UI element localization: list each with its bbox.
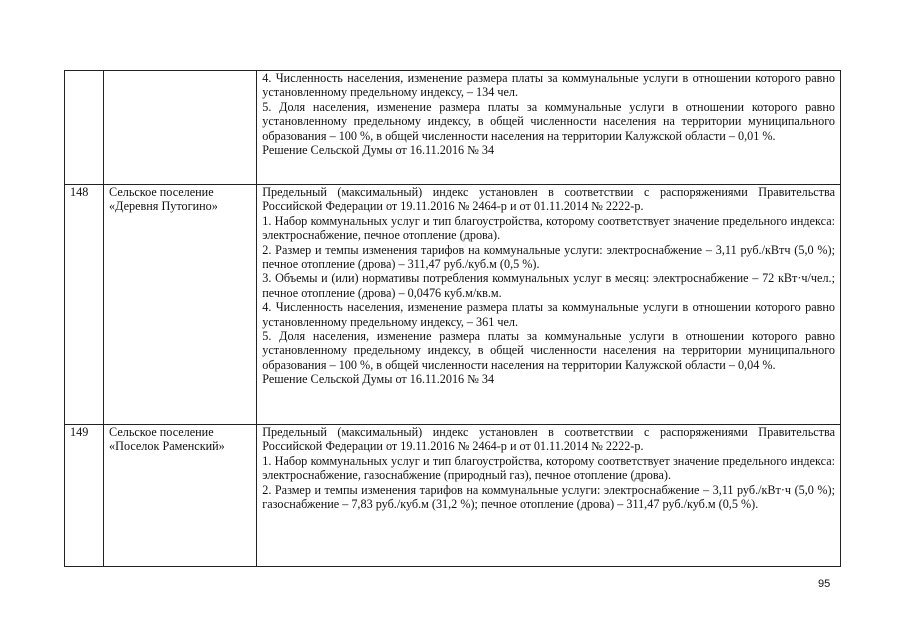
row-number-cell: [65, 71, 104, 185]
description-paragraph: 1. Набор коммунальных услуг и тип благоустройства, которому соответствует значение предельного индекса: электроснабжение, газоснабжение (природный газ), печное отопление (дрова).: [262, 453, 835, 483]
settlement-name-cell: Сельское поселение «Поселок Раменский»: [104, 425, 257, 567]
settlement-name-cell: Сельское поселение «Деревня Путогино»: [104, 185, 257, 425]
decision-reference: Решение Сельской Думы от 16.11.2016 № 34: [262, 143, 495, 158]
description-paragraph: 4. Численность населения, изменение размера платы за коммунальные услуги в отношении которого равно установленному предельному индексу, – 134 чел.: [262, 71, 835, 100]
table-row: [65, 185, 841, 425]
description-paragraph: 3. Объемы и (или) нормативы потребления коммунальных услуг в месяц: электроснабжение – 72 кВт·ч/чел.; печное отопление (дрова) – 0,0476 куб.м/кв.м.: [262, 271, 835, 300]
description-paragraph: 2. Размер и темпы изменения тарифов на коммунальные услуги: электроснабжение – 3,11 руб./кВт·ч (5,0 %); газоснабжение – 7,83 руб./куб.м (31,2 %); печное отопление (дрова) – 311,47 руб./куб.м (0,5 %).: [262, 482, 835, 512]
table-row: [65, 425, 841, 567]
description-paragraph: 5. Доля населения, изменение размера платы за коммунальные услуги в отношении которого равно установленному предельному индексу, в общей численности населения на территории муниципального образования – 100 %, в общей численности населения на территории Калужской области – 0,04 %.: [262, 329, 835, 372]
description-paragraph: 4. Численность населения, изменение размера платы за коммунальные услуги в отношении которого равно установленному предельному индексу, – 361 чел.: [262, 300, 835, 329]
document-table: [64, 70, 841, 567]
description-cell: [257, 425, 841, 567]
description-paragraph: 5. Доля населения, изменение размера платы за коммунальные услуги в отношении которого равно установленному предельному индексу, в общей численности населения на территории муниципального образования – 100 %, в общей численности населения на территории Калужской области – 0,01 %.: [262, 99, 835, 143]
page-number: 95: [818, 578, 831, 590]
description-paragraph: Предельный (максимальный) индекс установлен в соответствии с распоряжениями Правительства Российской Федерации от 19.11.2016 № 2464-р и от 01.11.2014 № 2222-р.: [262, 425, 835, 454]
row-number-cell: 149: [65, 425, 104, 567]
description-paragraph: 1. Набор коммунальных услуг и тип благоустройства, которому соответствует значение предельного индекса: электроснабжение, печное отопление (дрова).: [262, 213, 835, 243]
row-number-cell: 148: [65, 185, 104, 425]
description-cell: [257, 185, 841, 425]
settlement-name-cell: [104, 71, 257, 185]
description-paragraph: Предельный (максимальный) индекс установлен в соответствии с распоряжениями Правительства Российской Федерации от 19.11.2016 № 2464-р и от 01.11.2014 № 2222-р.: [262, 185, 835, 214]
description-paragraph: 2. Размер и темпы изменения тарифов на коммунальные услуги: электроснабжение – 3,11 руб./кВтч (5,0 %); печное отопление (дрова) – 311,47 руб./куб.м (0,5 %).: [262, 242, 835, 272]
description-cell: [257, 71, 841, 185]
decision-reference: Решение Сельской Думы от 16.11.2016 № 34: [262, 372, 495, 387]
table-row: [65, 71, 841, 185]
